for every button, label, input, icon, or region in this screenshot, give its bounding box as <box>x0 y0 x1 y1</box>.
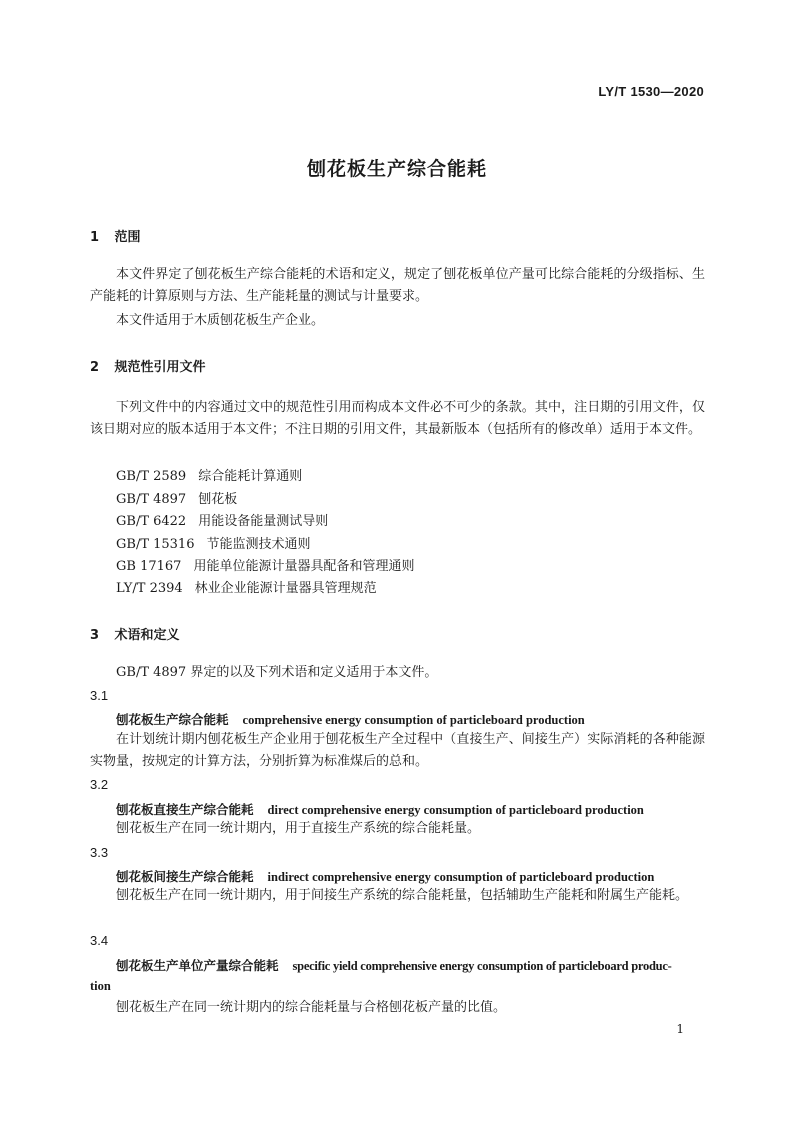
term-heading <box>116 710 585 728</box>
reference-item <box>116 577 377 596</box>
reference-title: 用能单位能源计量器具配备和管理通则 <box>193 559 415 574</box>
document-body <box>90 0 705 1123</box>
section-number: 2 <box>90 360 100 375</box>
reference-code: LY/T 2394 <box>116 581 183 596</box>
term-heading <box>116 800 644 818</box>
section-3-intro: GB/T 4897 界定的以及下列术语和定义适用于本文件。 <box>116 665 438 680</box>
term-en: direct comprehensive energy consumption of particleboard production <box>267 803 644 817</box>
section-title: 规范性引用文件 <box>114 360 206 375</box>
term-en: comprehensive energy consumption of particleboard production <box>242 713 585 727</box>
term-en-continuation: tion <box>90 979 111 993</box>
term-number: 3.2 <box>90 777 109 792</box>
reference-code: GB 17167 <box>116 559 182 574</box>
term-heading <box>116 956 672 974</box>
document-title: 刨花板生产综合能耗 <box>306 158 487 180</box>
reference-code: GB/T 2589 <box>116 469 187 484</box>
reference-code: GB/T 15316 <box>116 537 195 552</box>
reference-title: 综合能耗计算通则 <box>198 469 303 484</box>
section-1-paragraph-2: 本文件适用于木质刨花板生产企业。 <box>116 313 325 328</box>
term-definition: 在计划统计期内刨花板生产企业用于刨花板生产全过程中（直接生产、间接生产）实际消耗的各种能源实物量，按规定的计算方法，分别折算为标准煤后的总和。 <box>90 732 705 769</box>
reference-item <box>116 533 311 552</box>
term-zh: 刨花板直接生产综合能耗 <box>116 802 254 817</box>
term-definition: 刨花板生产在同一统计期内的综合能耗量与合格刨花板产量的比值。 <box>116 1000 507 1015</box>
reference-title: 节能监测技术通则 <box>206 537 311 552</box>
section-3-heading <box>90 624 180 643</box>
term-heading <box>116 867 654 885</box>
reference-title: 用能设备能量测试导则 <box>198 514 329 529</box>
section-1-heading <box>90 226 141 245</box>
term-definition: 刨花板生产在同一统计期内，用于直接生产系统的综合能耗量。 <box>116 821 481 836</box>
section-number: 1 <box>90 230 100 245</box>
term-number: 3.3 <box>90 845 109 860</box>
section-title: 范围 <box>114 230 141 245</box>
reference-item <box>116 488 237 507</box>
section-1-paragraph-1: 本文件界定了刨花板生产综合能耗的术语和定义，规定了刨花板单位产量可比综合能耗的分级指标、生产能耗的计算原则与方法、生产能耗量的测试与计量要求。 <box>90 267 705 304</box>
reference-item <box>116 555 414 574</box>
term-en: indirect comprehensive energy consumption of particleboard production <box>267 870 655 884</box>
term-number: 3.4 <box>90 933 109 948</box>
page-number: 1 <box>676 1022 684 1036</box>
reference-title: 林业企业能源计量器具管理规范 <box>194 581 377 596</box>
reference-item <box>116 465 302 484</box>
term-definition: 刨花板生产在同一统计期内，用于间接生产系统的综合能耗量，包括辅助生产能耗和附属生产能耗。 <box>116 888 689 903</box>
section-2-intro: 下列文件中的内容通过文中的规范性引用而构成本文件必不可少的条款。其中，注日期的引用文件，仅该日期对应的版本适用于本文件；不注日期的引用文件，其最新版本（包括所有的修改单）适用于本文件。 <box>90 400 705 437</box>
reference-code: GB/T 4897 <box>116 492 187 507</box>
section-number: 3 <box>90 628 100 643</box>
reference-item <box>116 510 328 529</box>
standard-code: LY/T 1530—2020 <box>598 84 704 99</box>
term-zh: 刨花板生产单位产量综合能耗 <box>116 958 279 973</box>
reference-title: 刨花板 <box>198 492 238 507</box>
term-zh: 刨花板生产综合能耗 <box>116 712 229 727</box>
section-2-heading <box>90 356 206 375</box>
section-title: 术语和定义 <box>114 628 180 643</box>
term-en: specific yield comprehensive energy consumption of particleboard produc- <box>292 959 672 973</box>
term-zh: 刨花板间接生产综合能耗 <box>116 869 254 884</box>
reference-code: GB/T 6422 <box>116 514 187 529</box>
term-number: 3.1 <box>90 688 109 703</box>
